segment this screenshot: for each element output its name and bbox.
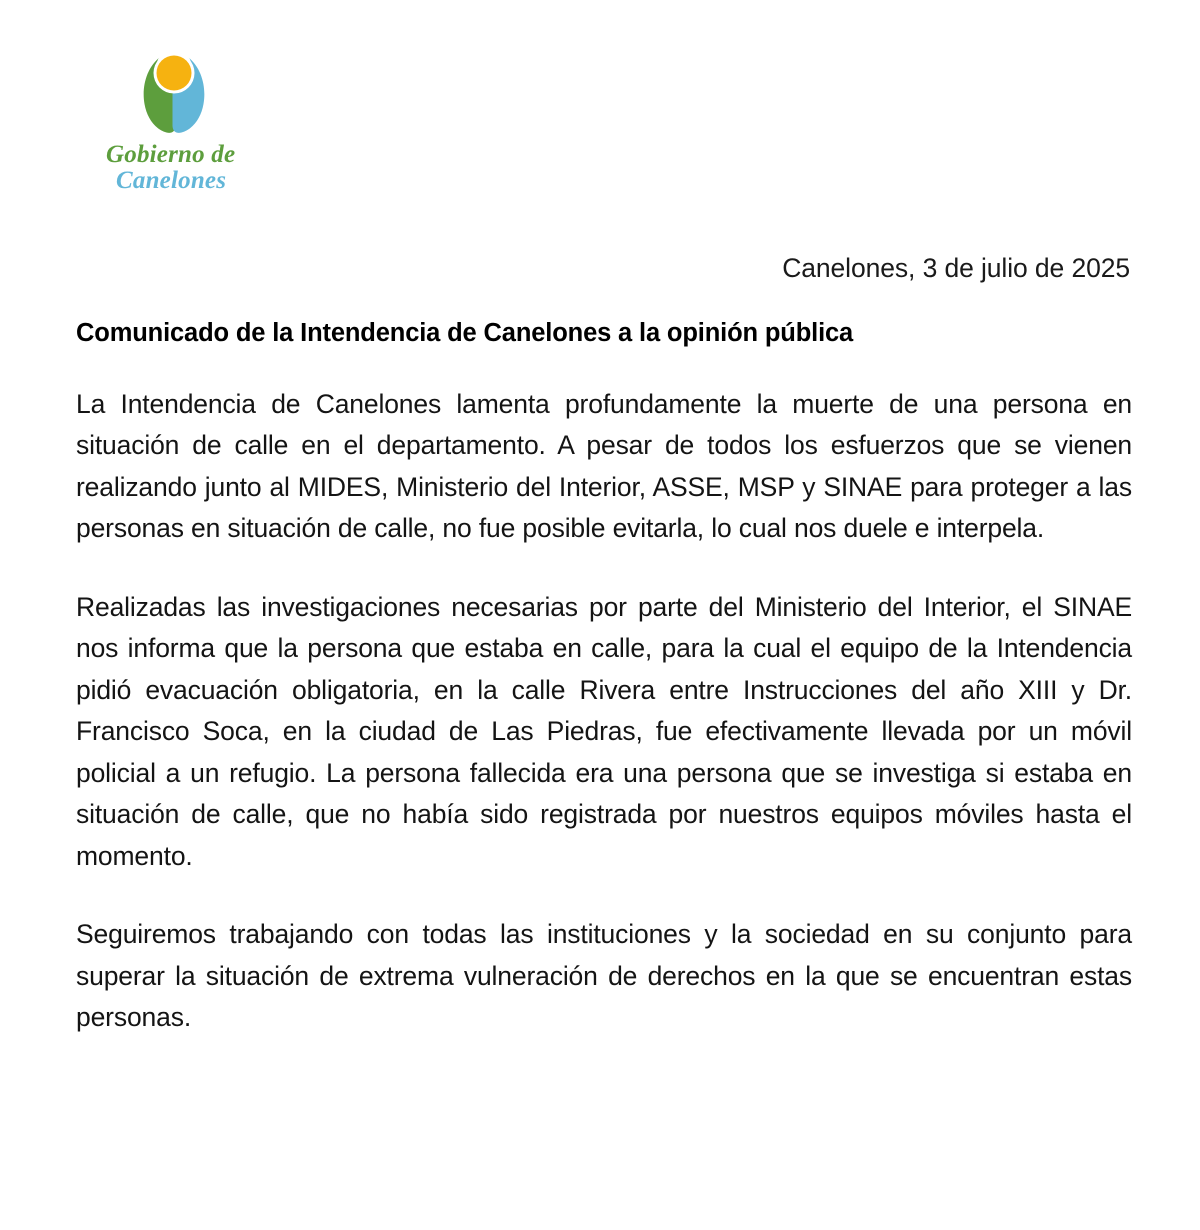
body-paragraph: Seguiremos trabajando con todas las instituciones y la sociedad en su conjunto para superar la situación de extrema vulneración de derechos en la que se encuentran estas personas.: [76, 919, 1132, 1033]
organization-logo: [104, 44, 304, 193]
body-paragraph: La Intendencia de Canelones lamenta profundamente la muerte de una persona en situación de calle en el departamento. A pesar de todos los esfuerzos que se vienen realizando junto al MIDES, Ministerio del Interior, ASSE, MSP y SINAE para proteger a las personas en situación de calle, no fue posible evitarla, lo cual nos duele e interpela.: [76, 388, 1132, 544]
logo-wordmark-line-1: Gobierno de: [106, 141, 236, 168]
gobierno-de-canelones-logo-icon: [126, 44, 222, 140]
body-paragraph: Realizadas las investigaciones necesarias por parte del Ministerio del Interior, el SINAE nos informa que la persona que estaba en calle, para la cual el equipo de la Intendencia pidió evacuación obligatoria, en la calle Rivera entre Instrucciones del año XIII y Dr. Francisco Soca, en la ciudad de Las Piedras, fue efectivamente llevada por un móvil policial a un refugio. La persona fallecida era una persona que se investiga si estaba en situación de calle, que no había sido registrada por nuestros equipos móviles hasta el momento.: [76, 591, 1132, 871]
logo-wordmark: [106, 142, 304, 193]
logo-wordmark-line-2: Canelones: [116, 166, 227, 194]
dateline: Canelones, 3 de julio de 2025: [782, 253, 1130, 283]
page-title: Comunicado de la Intendencia de Canelones a la opinión pública: [76, 319, 854, 347]
document-body: [76, 318, 1132, 1039]
